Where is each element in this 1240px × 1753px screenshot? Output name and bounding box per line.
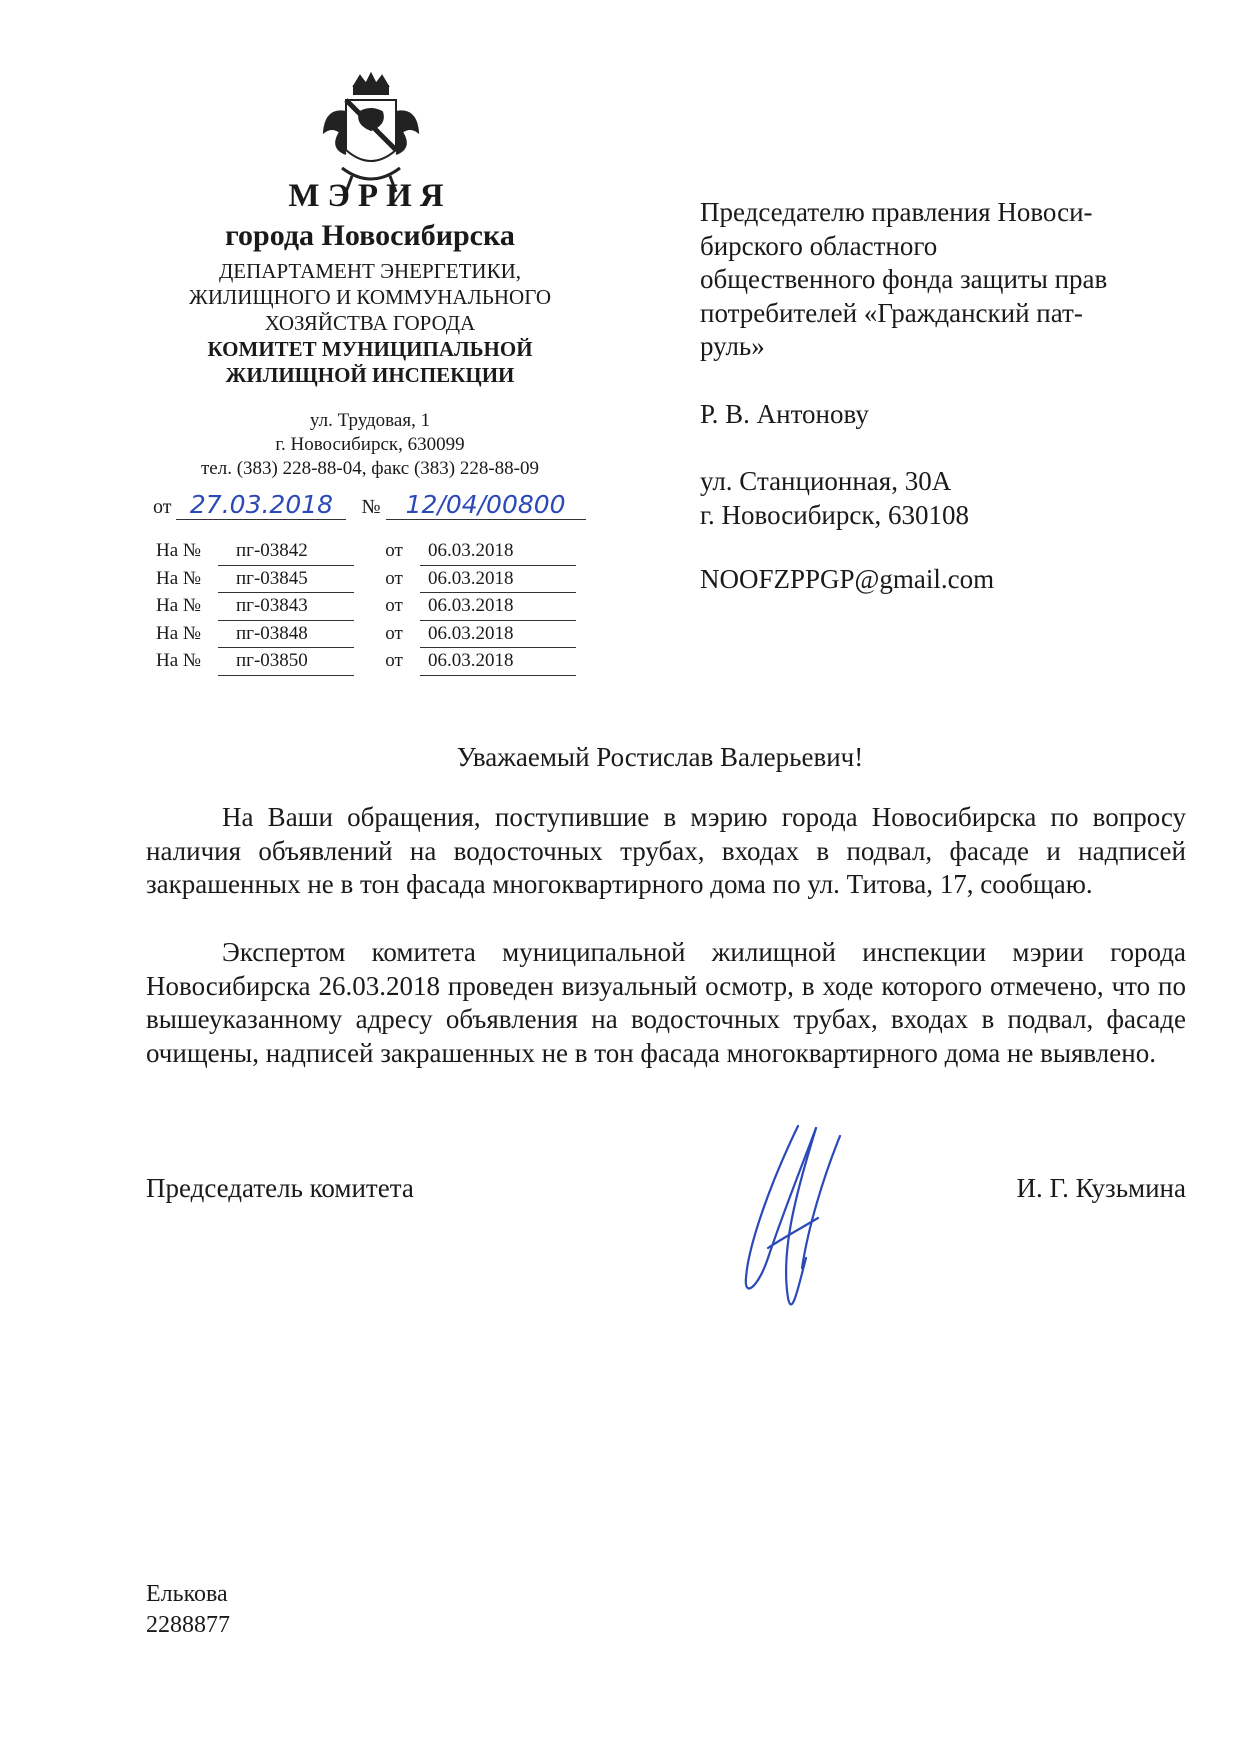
reference-row: На № пг-03850 от 06.03.2018 [156,648,576,676]
recipient-name: Р. В. Антонову [700,399,869,429]
paragraph-1: На Ваши обращения, поступившие в мэрию города Новосибирска по вопросу наличия объявлений на водосточных трубах, входах в подвал, фасаде и надписей закрашенных не в тон фасада многоквартирного дома по ул. Титова, 17, сообщаю. [146,802,1186,899]
handwritten-signature [728,1118,858,1328]
recipient-position: Председателю правления Новоси- бирского областного общественного фонда защиты прав потребителей «Гражданский пат- руль» [700,197,1108,361]
paragraph-2: Экспертом комитета муниципальной жилищной инспекции мэрии города Новосибирска 26.03.2018 проведен визуальный осмотр, в ходе которого отмечено, что по вышеуказанному адресу объявления на водосточных трубах, входах в подвал, фасаде очищены, надписей закрашенных не в тон фасада многоквартирного дома не выявлено. [146,937,1186,1068]
reference-row: На № пг-03842 от 06.03.2018 [156,538,576,566]
number-label: № [361,496,381,518]
executor-name: Елькова [146,1581,228,1607]
registration-line [153,490,586,520]
executor-info [146,1579,230,1641]
reference-list [156,538,576,676]
org-city: города Новосибирска [225,219,515,252]
org-name: МЭРИЯ [288,178,452,214]
department-name: ДЕПАРТАМЕНТ ЭНЕРГЕТИКИ, ЖИЛИЩНОГО И КОММУНАЛЬНОГО ХОЗЯЙСТВА ГОРОДА [189,259,551,335]
executor-phone: 2288877 [146,1612,230,1638]
recipient-address: ул. Станционная, 30А г. Новосибирск, 630108 [700,466,969,530]
reference-row: На № пг-03843 от 06.03.2018 [156,593,576,621]
signatory-title: Председатель комитета [146,1173,414,1203]
from-label: от [153,496,172,518]
committee-name: КОМИТЕТ МУНИЦИПАЛЬНОЙ ЖИЛИЩНОЙ ИНСПЕКЦИИ [207,337,533,387]
registration-number: 12/04/00800 [386,490,586,520]
registration-date: 27.03.2018 [176,490,346,520]
signatory-name: И. Г. Кузьмина [1016,1173,1186,1203]
sender-address: ул. Трудовая, 1 г. Новосибирск, 630099 тел. (383) 228-88-04, факс (383) 228-88-09 [200,410,540,479]
reference-row: На № пг-03845 от 06.03.2018 [156,566,576,594]
recipient-email: NOOFZPPGP@gmail.com [700,564,995,594]
reference-row: На № пг-03848 от 06.03.2018 [156,621,576,649]
salutation: Уважаемый Ростислав Валерьевич! [456,742,864,772]
